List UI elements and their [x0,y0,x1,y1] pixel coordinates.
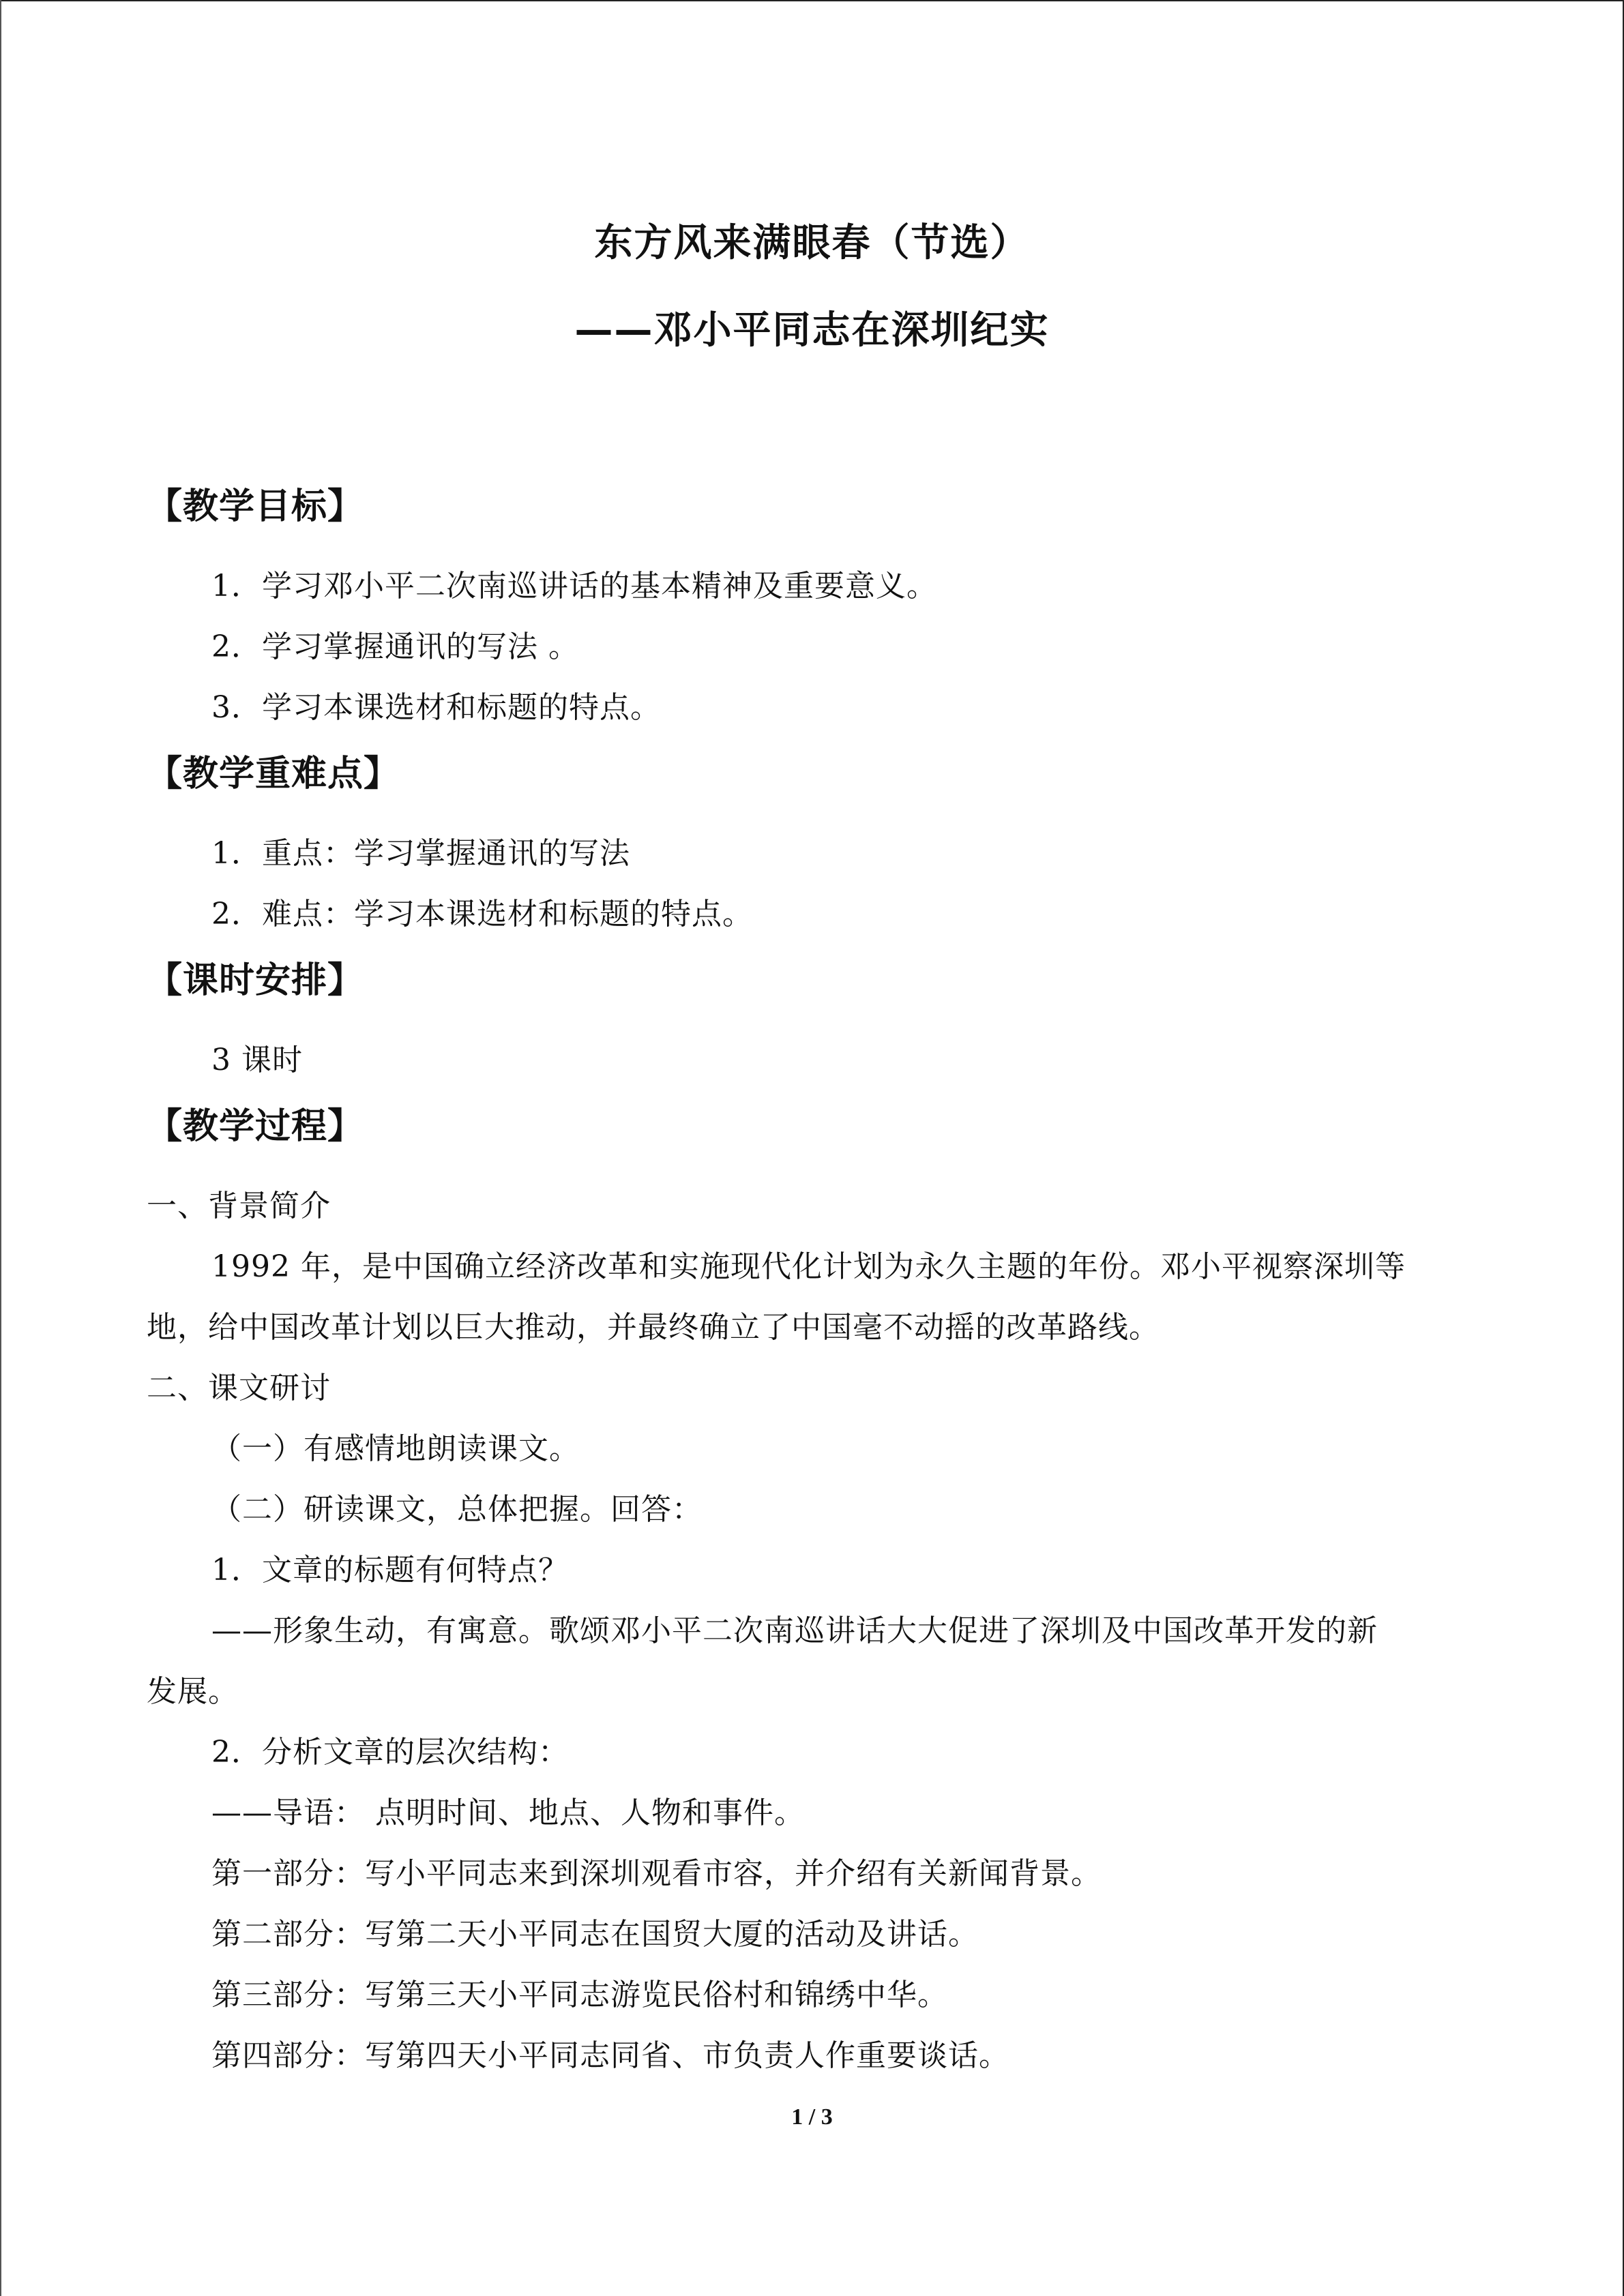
objective-item-2: 2．学习掌握通讯的写法 。 [211,629,579,664]
process-part1-paragraph-line2: 地，给中国改革计划以巨大推动，并最终确立了中国毫不动摇的改革路线。 [147,1310,1160,1345]
document-subtitle: ——邓小平同志在深圳纪实 [574,308,1050,353]
heading-schedule: 【课时安排】 [147,960,364,1001]
objective-item-1: 1．学习邓小平二次南巡讲话的基本精神及重要意义。 [211,569,937,603]
document-title: 东方风来满眼春（节选） [594,221,1030,265]
process-question-1: 1．文章的标题有何特点？ [211,1553,569,1587]
heading-objectives: 【教学目标】 [147,486,364,527]
process-sub2: （二）研读课文，总体把握。回答： [211,1492,703,1527]
structure-part-1: 第一部分：写小平同志来到深圳观看市容，并介绍有关新闻背景。 [211,1856,1102,1891]
objective-item-3: 3．学习本课选材和标题的特点。 [211,690,661,725]
schedule-text: 3 课时 [211,1043,303,1077]
heading-process: 【教学过程】 [147,1106,364,1147]
structure-part-2: 第二部分：写第二天小平同志在国贸大厦的活动及讲话。 [211,1917,979,1952]
key-point-item-2: 2．难点：学习本课选材和标题的特点。 [211,897,753,931]
structure-part-4: 第四部分：写第四天小平同志同省、市负责人作重要谈话。 [211,2038,1009,2073]
process-part1-paragraph-line1: 1992 年，是中国确立经济改革和实施现代化计划为永久主题的年份。邓小平视察深圳等 [211,1249,1406,1284]
page-number: 1 / 3 [791,2104,833,2130]
process-answer-1-line1: ——形象生动，有寓意。歌颂邓小平二次南巡讲话大大促进了深圳及中国改革开发的新 [211,1613,1378,1648]
process-part2-title: 二、课文研讨 [147,1371,331,1405]
heading-key-points: 【教学重难点】 [147,754,400,794]
structure-part-3: 第三部分：写第三天小平同志游览民俗村和锦绣中华。 [211,1978,948,2012]
structure-intro: ——导语： 点明时间、地点、人物和事件。 [211,1795,805,1830]
key-point-item-1: 1．重点：学习掌握通讯的写法 [211,836,630,871]
process-part1-title: 一、背景简介 [147,1189,331,1223]
page-border-top [0,0,1624,1]
process-question-2: 2．分析文章的层次结构： [211,1735,569,1770]
process-answer-1-line2: 发展。 [147,1674,239,1709]
process-sub1: （一）有感情地朗读课文。 [211,1431,580,1466]
